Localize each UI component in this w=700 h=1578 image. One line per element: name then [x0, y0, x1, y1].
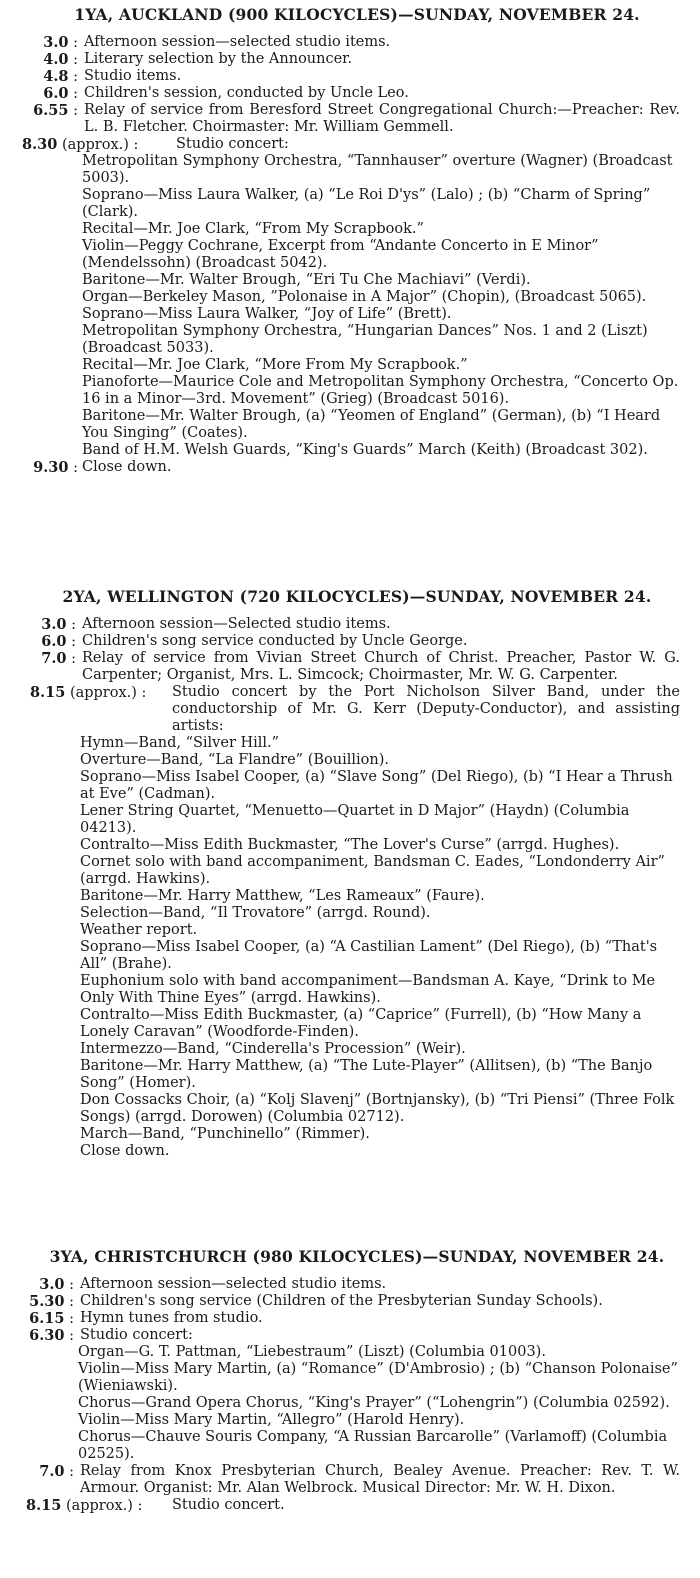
entry-text: Close down. [82, 459, 172, 475]
entry-time: 9.30 [33, 459, 69, 476]
entry-text: Hymn tunes from studio. [80, 1310, 263, 1326]
entry-text: Studio concert: [176, 136, 289, 152]
entry-sep: : [69, 1328, 74, 1344]
entry-time: 6.55 [33, 102, 69, 119]
concert-items [0, 153, 682, 459]
entry-text: Afternoon session—selected studio items. [80, 1276, 387, 1292]
schedule-entry [0, 1310, 680, 1327]
entry-sep: : [69, 1277, 74, 1293]
list-item: Contralto—Miss Edith Buckmaster, (a) “Caprice” (Furrell), (b) “How Many a Lonely Caravan” (Woodforde-Finden). [80, 1007, 642, 1040]
entry-time: 3.0 [43, 34, 69, 51]
list-item: Soprano—Miss Isabel Cooper, (a) “Slave Song” (Del Riego), (b) “I Hear a Thrush at Eve” (Cadman). [80, 769, 673, 802]
list-item: Violin—Miss Mary Martin, (a) “Romance” (D'Ambrosio) ; (b) “Chanson Polonaise” (Wieniawski). [78, 1361, 678, 1394]
list-item: Organ—Berkeley Mason, ”Polonaise in A Major” (Chopin), (Broadcast 5065). [82, 289, 647, 305]
entry-text: Literary selection by the Announcer. [84, 51, 353, 67]
schedule-entry [0, 1497, 680, 1514]
list-item: Chorus—Grand Opera Chorus, “King's Prayer” (“Lohengrin”) (Columbia 02592). [78, 1395, 670, 1411]
entry-sep: : [69, 1464, 74, 1480]
entry-text: Children's session, conducted by Uncle Leo. [84, 85, 409, 101]
list-item: Euphonium solo with band accompaniment—Bandsman A. Kaye, “Drink to Me Only With Thine Eyes” (arrgd. Hawkins). [80, 973, 656, 1006]
list-item: Violin—Peggy Cochrane, Excerpt from “Andante Concerto in E Minor” (Mendelssohn) (Broadcast 5042). [82, 238, 599, 271]
entry-sep: (approx.) : [65, 1498, 143, 1514]
station-heading: 2YA, WELLINGTON (720 KILOCYCLES)—SUNDAY, NOVEMBER 24. [62, 587, 652, 606]
entry-text: Studio concert. [172, 1497, 285, 1513]
list-item: Pianoforte—Maurice Cole and Metropolitan Symphony Orchestra, “Concerto Op. 16 in a Minor—3rd. Movement” (Grieg) (Broadcast 5016). [82, 374, 679, 407]
entry-text: Children's song service (Children of the Presbyterian Sunday Schools). [80, 1293, 603, 1309]
list-item: Metropolitan Symphony Orchestra, “Hungarian Dances” Nos. 1 and 2 (Liszt) (Broadcast 5033). [82, 323, 648, 356]
entry-sep: : [73, 69, 78, 85]
station-3ya [0, 1248, 700, 1514]
list-item: Contralto—Miss Edith Buckmaster, “The Lover's Curse” (arrgd. Hughes). [80, 837, 620, 853]
station-heading: 3YA, CHRISTCHURCH (980 KILOCYCLES)—SUNDAY, NOVEMBER 24. [49, 1247, 665, 1266]
station-heading: 1YA, AUCKLAND (900 KILOCYCLES)—SUNDAY, NOVEMBER 24. [74, 5, 640, 24]
station-2ya [0, 588, 700, 1160]
entry-sep: : [71, 634, 76, 650]
list-item: Baritone—Mr. Harry Matthew, “Les Rameaux” (Faure). [80, 888, 485, 904]
entry-text: Studio concert: [80, 1327, 193, 1343]
schedule-entry [0, 616, 680, 633]
entry-sep: : [69, 1294, 74, 1310]
list-item: Overture—Band, “La Flandre” (Bouillion). [80, 752, 389, 768]
entry-sep: (approx.) : [69, 685, 147, 701]
entry-sep: : [73, 103, 78, 119]
schedule-entry [0, 650, 680, 684]
schedule-entry [0, 1463, 680, 1497]
schedule-entry [0, 1276, 680, 1293]
schedule-entry [0, 684, 680, 735]
entry-sep: : [71, 617, 76, 633]
entry-time: 4.0 [43, 51, 69, 68]
schedule-entry [0, 1293, 680, 1310]
entry-sep: (approx.) : [61, 137, 139, 153]
entry-time: 7.0 [39, 1463, 65, 1480]
list-item: Don Cossacks Choir, (a) “Kolj Slavenj” (Bortnjansky), (b) “Tri Piensi” (Three Folk Songs) (arrgd. Dorowen) (Columbia 02712). [80, 1092, 675, 1125]
schedule-entry-close [0, 459, 682, 476]
concert-items [0, 735, 682, 1160]
entry-text: Studio items. [84, 68, 182, 84]
list-item: Soprano—Miss Isabel Cooper, (a) “A Castilian Lament” (Del Riego), (b) “That's All” (Brahe). [80, 939, 658, 972]
list-item: March—Band, “Punchinello” (Rimmer). [80, 1126, 370, 1142]
schedule-entry [0, 1327, 680, 1344]
list-item: Chorus—Chauve Souris Company, “A Russian Barcarolle” (Varlamoff) (Columbia 02525). [78, 1429, 668, 1462]
list-item: Band of H.M. Welsh Guards, “King's Guards” March (Keith) (Broadcast 302). [82, 442, 648, 458]
entry-text: Afternoon session—Selected studio items. [82, 616, 391, 632]
entry-text: Studio concert by the Port Nicholson Silver Band, under the conductorship of Mr. G. Kerr (Deputy-Conductor), and assisting artists: [172, 684, 680, 734]
entry-time: 8.30 [22, 136, 58, 153]
list-item: Soprano—Miss Laura Walker, (a) “Le Roi D'ys” (Lalo) ; (b) “Charm of Spring” (Clark). [82, 187, 651, 220]
list-item: Selection—Band, “Il Trovatore” (arrgd. Round). [80, 905, 431, 921]
list-item: Violin—Miss Mary Martin, “Allegro” (Harold Henry). [78, 1412, 465, 1428]
entry-text: Relay of service from Vivian Street Church of Christ. Preacher, Pastor W. G. Carpenter; Organist, Mrs. L. Simcock; Choirmaster, Mr. W. G. Carpenter. [82, 650, 680, 683]
list-item: Organ—G. T. Pattman, “Liebestraum” (Liszt) (Columbia 01003). [78, 1344, 546, 1360]
entry-text: Afternoon session—selected studio items. [84, 34, 391, 50]
schedule-entry [0, 68, 680, 85]
list-item: Soprano—Miss Laura Walker, “Joy of Life” (Brett). [82, 306, 452, 322]
entry-time: 6.15 [29, 1310, 65, 1327]
list-item: Intermezzo—Band, “Cinderella's Procession” (Weir). [80, 1041, 466, 1057]
entry-time: 8.15 [30, 684, 66, 701]
list-item: Baritone—Mr. Walter Brough, (a) “Yeomen of England” (German), (b) “I Heard You Singing” (Coates). [82, 408, 661, 441]
entry-time: 3.0 [41, 616, 67, 633]
schedule-entry [0, 85, 680, 102]
schedule-entry [0, 51, 680, 68]
entry-time: 3.0 [39, 1276, 65, 1293]
entry-time: 8.15 [26, 1497, 62, 1514]
entry-time: 6.0 [43, 85, 69, 102]
entry-text: Relay of service from Beresford Street Congregational Church:—Preacher: Rev. L. B. Fletcher. Choirmaster: Mr. William Gemmell. [84, 102, 680, 135]
concert-items [0, 1344, 680, 1463]
entry-sep: : [71, 651, 76, 667]
entry-time: 7.0 [41, 650, 67, 667]
list-item: Hymn—Band, “Silver Hill.” [80, 735, 280, 751]
entry-time: 4.8 [43, 68, 69, 85]
list-item: Lener String Quartet, “Menuetto—Quartet in D Major” (Haydn) (Columbia 04213). [80, 803, 630, 836]
entry-text: Children's song service conducted by Uncle George. [82, 633, 468, 649]
schedule-entry [0, 102, 680, 136]
entry-sep: : [73, 460, 78, 476]
entry-sep: : [69, 1311, 74, 1327]
list-item: Baritone—Mr. Harry Matthew, (a) “The Lute-Player” (Allitsen), (b) “The Banjo Song” (Homer). [80, 1058, 653, 1091]
entry-sep: : [73, 86, 78, 102]
entry-text: Relay from Knox Presbyterian Church, Bealey Avenue. Preacher: Rev. T. W. Armour. Organist: Mr. Alan Welbrock. Musical Director: Mr. W. H. Dixon. [80, 1463, 680, 1496]
list-item: Cornet solo with band accompaniment, Bandsman C. Eades, “Londonderry Air” (arrgd. Hawkins). [80, 854, 665, 887]
entry-time: 5.30 [29, 1293, 65, 1310]
list-item: Baritone—Mr. Walter Brough, “Eri Tu Che Machiavi” (Verdi). [82, 272, 531, 288]
list-item: Recital—Mr. Joe Clark, “From My Scrapbook.” [82, 221, 424, 237]
entry-time: 6.30 [29, 1327, 65, 1344]
list-item: Metropolitan Symphony Orchestra, “Tannhauser” overture (Wagner) (Broadcast 5003). [82, 153, 673, 186]
schedule-entry [0, 633, 680, 650]
list-item: Weather report. [80, 922, 198, 938]
schedule-entry [0, 136, 680, 153]
list-item: Recital—Mr. Joe Clark, “More From My Scrapbook.” [82, 357, 468, 373]
entry-sep: : [73, 52, 78, 68]
list-item: Close down. [80, 1143, 170, 1159]
entry-sep: : [73, 35, 78, 51]
entry-time: 6.0 [41, 633, 67, 650]
schedule-entry [0, 34, 680, 51]
station-1ya [0, 6, 700, 476]
